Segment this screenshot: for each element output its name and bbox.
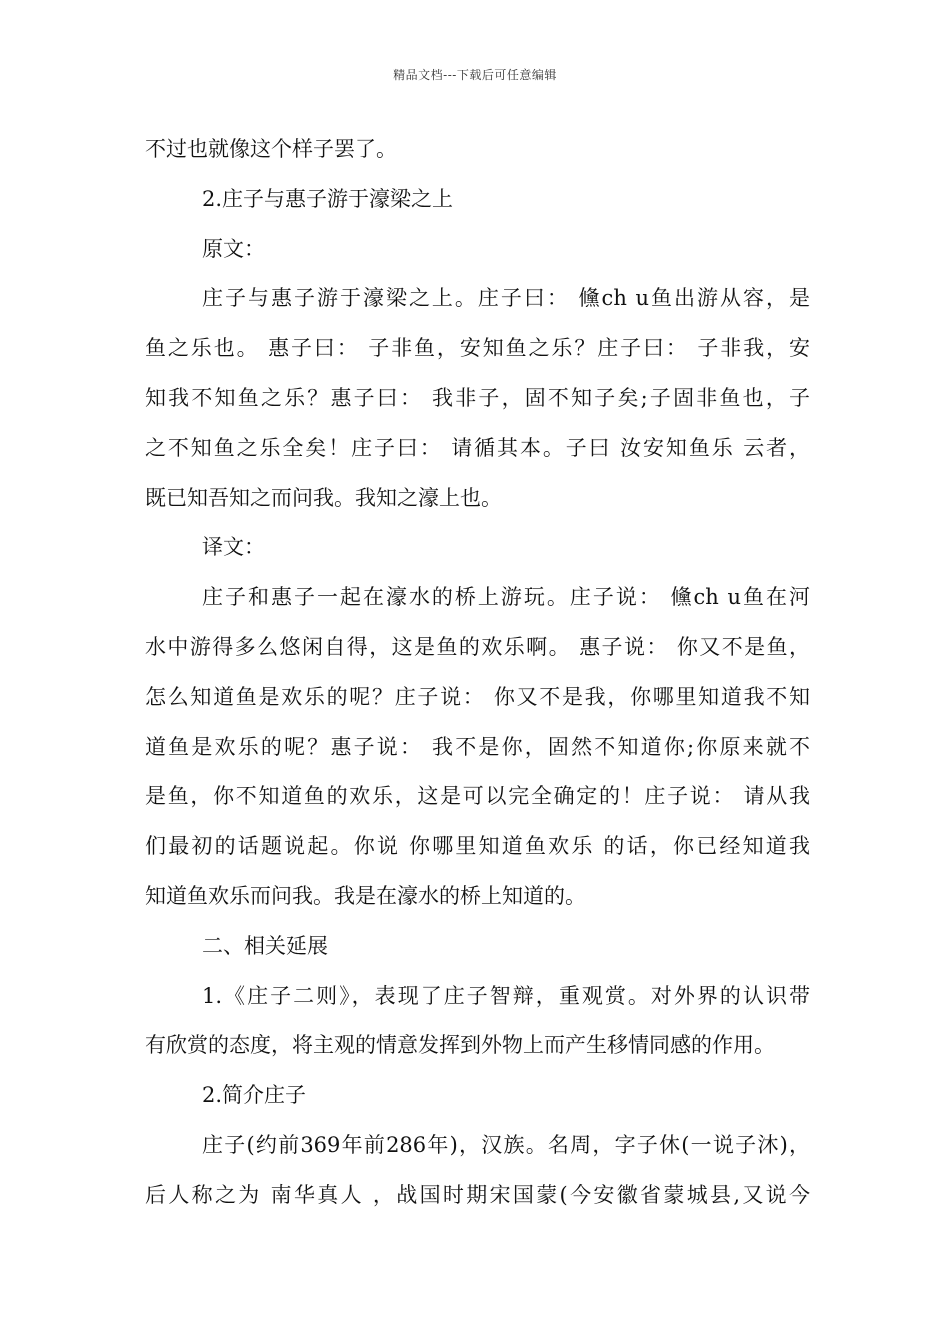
paragraph-line: 有欣赏的态度，将主观的情意发挥到外物上而产生移情同感的作用。	[145, 1033, 775, 1058]
paragraph-line: 之不知鱼之乐全矣！庄子曰： 请循其本。子曰 汝安知鱼乐 云者，	[145, 435, 810, 460]
paragraph-line: 庄子(约前369年前286年)，汉族。名周，字子休(一说子沐)，	[202, 1132, 810, 1157]
paragraph-line: 道鱼是欢乐的呢？惠子说： 我不是你，固然不知道你;你原来就不	[145, 734, 810, 759]
paragraph-line: 们最初的话题说起。你说 你哪里知道鱼欢乐 的话，你已经知道我	[145, 834, 810, 859]
subheading-translation: 译文：	[202, 535, 265, 560]
subheading-original-text: 原文：	[202, 236, 265, 261]
page-header: 精品文档---下载后可任意编辑	[393, 68, 557, 82]
paragraph-line: 水中游得多么悠闲自得，这是鱼的欢乐啊。 惠子说： 你又不是鱼，	[145, 634, 810, 659]
paragraph-line: 是鱼，你不知道鱼的欢乐，这是可以完全确定的！庄子说： 请从我	[145, 784, 810, 809]
paragraph-line: 知我不知鱼之乐？惠子曰： 我非子，固不知子矣;子固非鱼也，子	[145, 385, 810, 410]
paragraph-line: 庄子和惠子一起在濠水的桥上游玩。庄子说： 儵ch u鱼在河	[202, 585, 810, 610]
paragraph-line: 既已知吾知之而问我。我知之濠上也。	[145, 485, 502, 510]
section-heading: 二、相关延展	[202, 933, 328, 958]
paragraph-line: 知道鱼欢乐而问我。我是在濠水的桥上知道的。	[145, 883, 586, 908]
paragraph-line: 不过也就像这个样子罢了。	[145, 137, 397, 161]
section-heading: 2.庄子与惠子游于濠梁之上	[202, 186, 454, 211]
section-heading: 2.简介庄子	[202, 1083, 307, 1108]
paragraph-line: 庄子与惠子游于濠梁之上。庄子曰： 儵ch u鱼出游从容，是	[202, 286, 810, 311]
document-body	[145, 125, 810, 1221]
paragraph-line: 怎么知道鱼是欢乐的呢？庄子说： 你又不是我，你哪里知道我不知	[145, 684, 810, 709]
paragraph-line: 后人称之为 南华真人 ，战国时期宋国蒙(今安徽省蒙城县,又说今	[145, 1182, 810, 1207]
paragraph-line: 鱼之乐也。 惠子曰： 子非鱼，安知鱼之乐？庄子曰： 子非我，安	[145, 336, 810, 361]
paragraph-line: 1.《庄子二则》，表现了庄子智辩，重观赏。对外界的认识带	[202, 983, 810, 1008]
